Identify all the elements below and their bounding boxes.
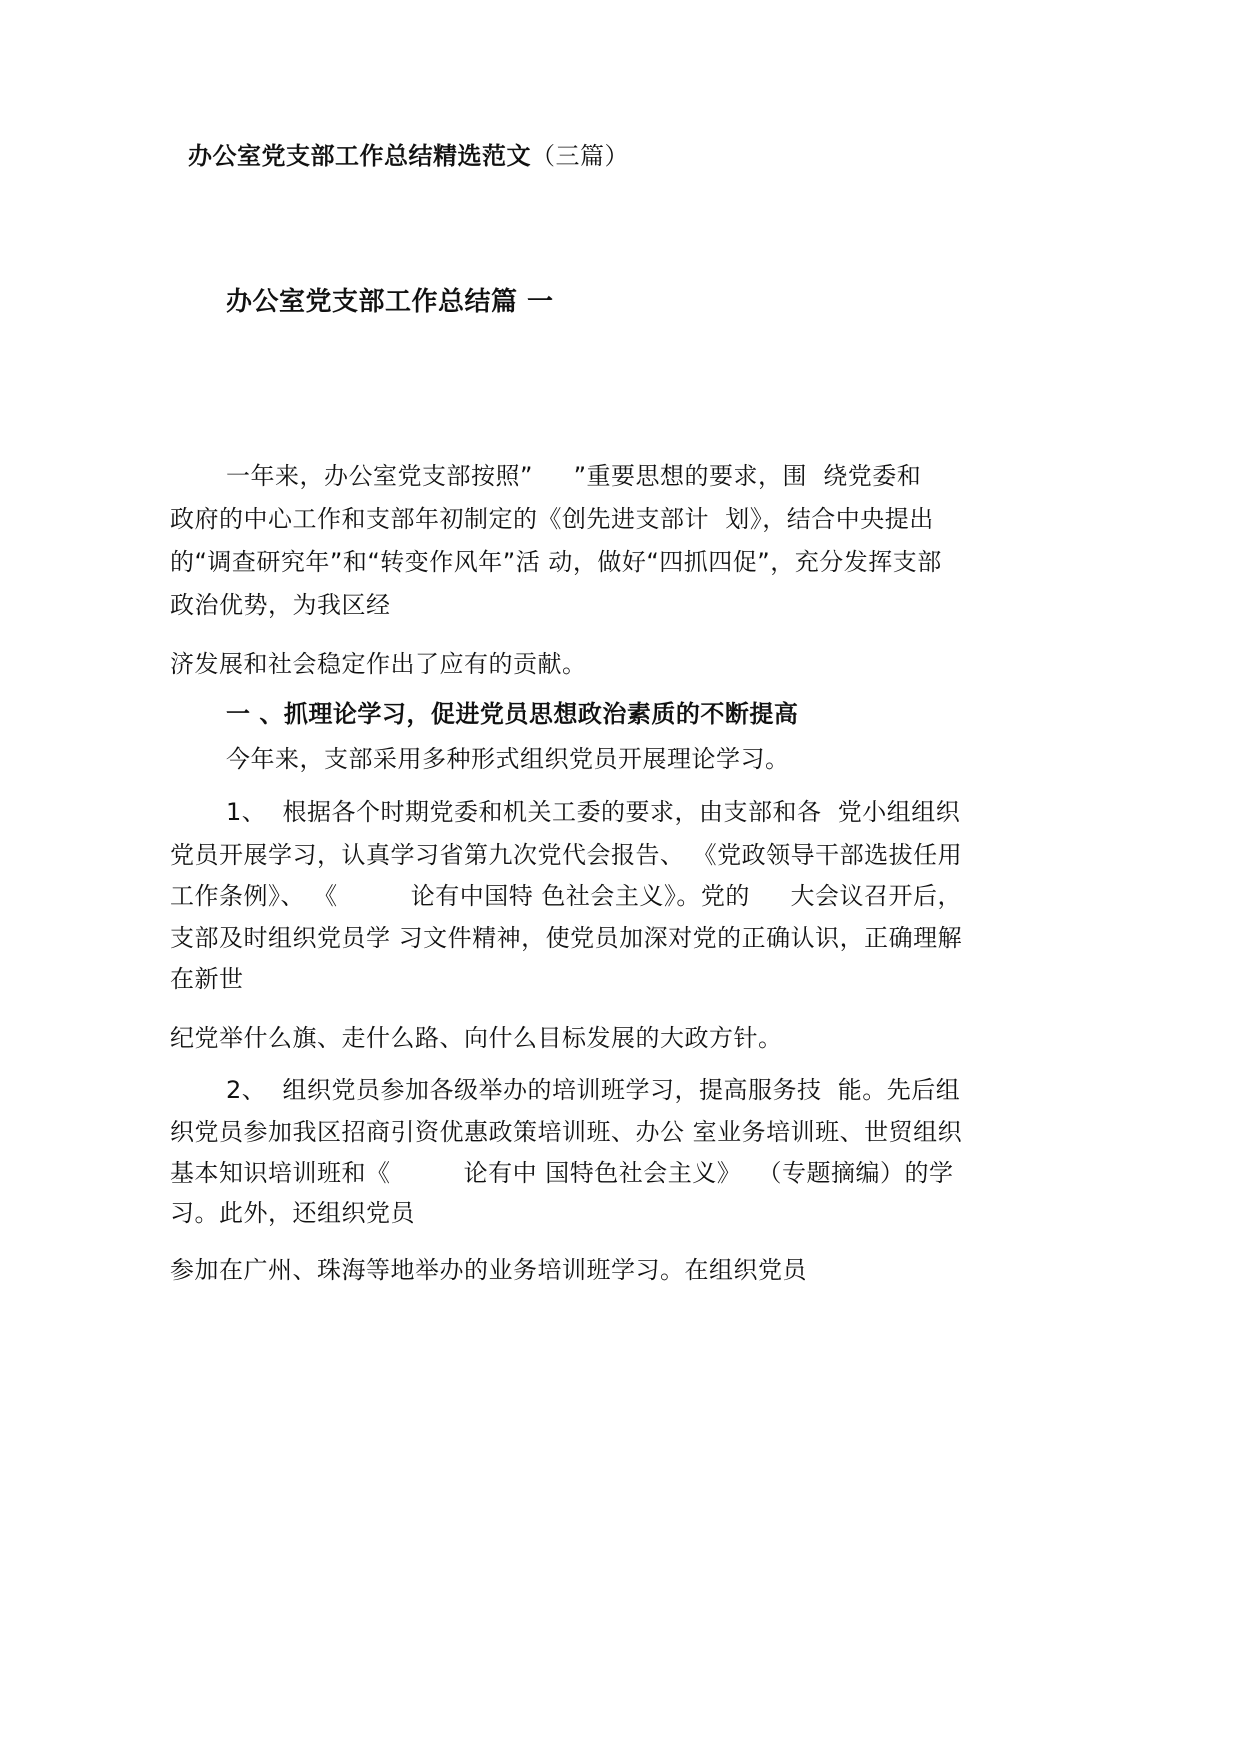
section-1-intro: 今年来，支部采用多种形式组织党员开展理论学习。 — [226, 745, 790, 773]
item-1-continuation: 纪党举什么旗、走什么路、向什么目标发展的大政方针。 — [170, 1024, 783, 1052]
item-1-line-4: 支部及时组织党员学 习文件精神，使党员加深对党的正确认识，正确理解 — [170, 924, 963, 952]
item-2-line-3: 基本知识培训班和《 论有中 国特色社会主义》 （专题摘编）的学 — [170, 1159, 954, 1187]
item-1-line-2: 党员开展学习，认真学习省第九次党代会报告、 《党政领导干部选拔任用 — [170, 841, 963, 869]
document-title-paren: （三篇） — [531, 142, 629, 170]
article-heading: 办公室党支部工作总结篇 一 — [226, 287, 554, 317]
paragraph-1-line-2: 政府的中心工作和支部年初制定的《创先进支部计 划》，结合中央提出 — [170, 505, 934, 533]
item-2-line-2: 织党员参加我区招商引资优惠政策培训班、办公 室业务培训班、世贸组织 — [170, 1118, 963, 1146]
document-title — [188, 140, 629, 172]
item-2-continuation: 参加在广州、珠海等地举办的业务培训班学习。在组织党员 — [170, 1256, 807, 1284]
item-2-line-1: 2、 组织党员参加各级举办的培训班学习，提高服务技 能。先后组 — [226, 1076, 961, 1104]
item-1-line-1: 1、 根据各个时期党委和机关工委的要求，由支部和各 党小组组织 — [226, 798, 961, 826]
paragraph-1-continuation: 济发展和社会稳定作出了应有的贡献。 — [170, 650, 587, 678]
document-title-main: 办公室党支部工作总结精选范文 — [188, 142, 531, 170]
section-1-heading: 一 、抓理论学习，促进党员思想政治素质的不断提高 — [226, 700, 799, 728]
paragraph-1-line-1: 一年来，办公室党支部按照” ”重要思想的要求，围 绕党委和 — [226, 462, 922, 490]
item-1-line-5: 在新世 — [170, 965, 244, 993]
item-1-line-3: 工作条例》、 《 论有中国特 色社会主义》。党的 大会议召开后， — [170, 882, 963, 910]
paragraph-1-line-3: 的“调查研究年”和“转变作风年”活 动，做好“四抓四促”，充分发挥支部 — [170, 548, 942, 576]
item-2-line-4: 习。此外，还组织党员 — [170, 1199, 415, 1227]
paragraph-1-line-4: 政治优势，为我区经 — [170, 591, 391, 619]
